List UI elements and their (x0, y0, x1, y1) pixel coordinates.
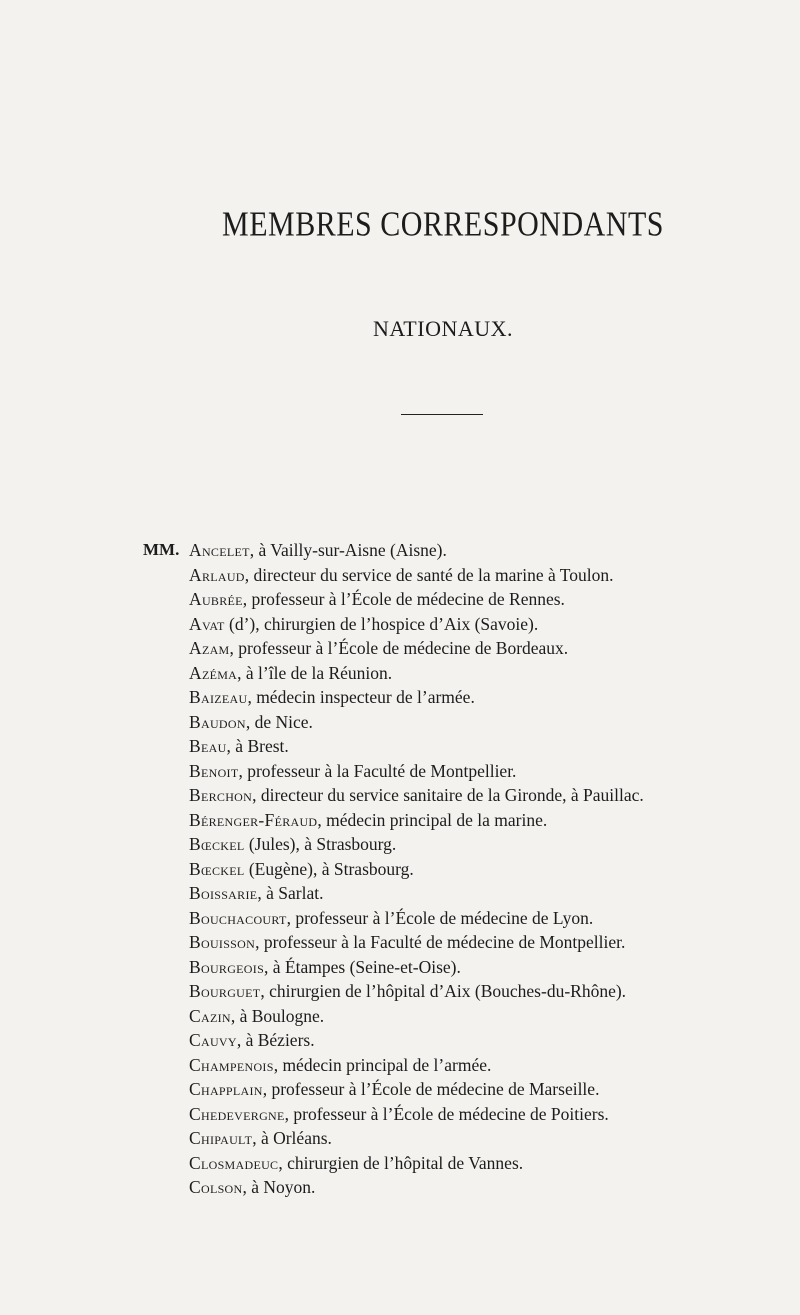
member-name: Bourgeois (189, 956, 265, 977)
list-item (0, 1028, 800, 1053)
member-description: , directeur du service sanitaire de la Gironde, à Pauillac. (252, 785, 644, 805)
member-name: Avat (189, 613, 225, 634)
member-description: , professeur à l’École de médecine de Poitiers. (284, 1103, 609, 1124)
list-item (0, 538, 800, 563)
member-description: , professeur à l’École de médecine de Bordeaux. (229, 638, 569, 658)
member-description: (Jules), à Strasbourg. (244, 834, 397, 854)
list-item (0, 1102, 800, 1127)
member-description: , à Orléans. (252, 1128, 332, 1148)
member-name: Bourguet (189, 981, 261, 1001)
member-name: Bouisson (189, 932, 256, 952)
member-description: , à Brest. (226, 736, 289, 756)
member-description: , à Sarlat. (257, 883, 324, 903)
list-item (0, 857, 800, 882)
list-item (0, 930, 800, 955)
member-description: , professeur à l’École de médecine de Lyon. (286, 907, 594, 928)
member-list (0, 538, 800, 1200)
member-description: , directeur du service de santé de la marine à Toulon. (244, 564, 614, 585)
member-description: , à Noyon. (242, 1177, 316, 1197)
list-item (0, 832, 800, 857)
list-item (0, 1053, 800, 1078)
list-item (0, 881, 800, 906)
member-description: , médecin inspecteur de l’armée. (247, 687, 475, 707)
member-description: , professeur à l’École de médecine de Marseille. (262, 1079, 600, 1099)
member-description: , à l’île de la Réunion. (237, 662, 393, 683)
list-item (0, 783, 800, 808)
member-name: Bérenger-Féraud (189, 809, 318, 830)
list-item (0, 734, 800, 759)
member-description: , à Boulogne. (230, 1005, 325, 1026)
list-item (0, 1175, 800, 1200)
member-name: Bœckel (189, 834, 245, 854)
member-name: Cazin (189, 1005, 231, 1026)
list-item (0, 710, 800, 735)
member-description: , à Étampes (Seine-et-Oise). (264, 956, 461, 977)
list-item (0, 587, 800, 612)
member-description: , à Vailly-sur-Aisne (Aisne). (249, 540, 447, 560)
member-description: , médecin principal de la marine. (317, 809, 548, 830)
member-name: Ancelet (189, 540, 250, 560)
member-name: Cauvy (189, 1030, 237, 1050)
member-name: Bouchacourt (189, 907, 287, 928)
member-name: Beau (189, 736, 227, 756)
member-description: , professeur à la Faculté de Montpellier. (238, 760, 517, 781)
list-item (0, 1126, 800, 1151)
list-item (0, 563, 800, 588)
member-name: Chedevergne (189, 1103, 285, 1124)
list-item (0, 759, 800, 784)
list-item (0, 1004, 800, 1029)
member-name: Bœckel (189, 858, 245, 879)
member-name: Champenois (189, 1054, 274, 1075)
member-description: , professeur à la Faculté de médecine de Montpellier. (255, 932, 626, 952)
member-description: , professeur à l’École de médecine de Rennes. (242, 589, 565, 609)
member-name: Aubrée (189, 589, 243, 609)
list-item (0, 661, 800, 686)
member-name: Chipault (189, 1128, 253, 1148)
list-item (0, 1151, 800, 1176)
member-name: Baizeau (189, 687, 248, 707)
list-item (0, 636, 800, 661)
member-name: Benoit (189, 760, 239, 781)
member-name: Azéma (189, 662, 238, 683)
list-item (0, 685, 800, 710)
member-name: Closmadeuc (189, 1152, 279, 1173)
page-subtitle: NATIONAUX. (372, 316, 514, 341)
member-name: Colson (189, 1177, 243, 1197)
member-name: Azam (189, 638, 230, 658)
divider-rule (401, 414, 483, 415)
list-item (0, 955, 800, 980)
member-name: Baudon (189, 711, 246, 732)
member-name: Arlaud (189, 564, 245, 585)
member-description: , de Nice. (245, 711, 313, 732)
list-item (0, 612, 800, 637)
member-name: Boissarie (189, 883, 258, 903)
member-description: , à Béziers. (236, 1030, 315, 1050)
page-title: MEMBRES CORRESPONDANTS (222, 205, 664, 244)
member-name: Berchon (189, 785, 253, 805)
list-item (0, 808, 800, 833)
member-description: (Eugène), à Strasbourg. (244, 858, 414, 879)
member-name: Chapplain (189, 1079, 263, 1099)
member-description: , chirurgien de l’hôpital d’Aix (Bouches-du-Rhône). (260, 981, 627, 1001)
list-item (0, 979, 800, 1004)
member-description: (d’), chirurgien de l’hospice d’Aix (Savoie). (224, 613, 539, 634)
list-prefix: MM. (143, 540, 180, 559)
list-item (0, 906, 800, 931)
member-description: , chirurgien de l’hôpital de Vannes. (278, 1152, 524, 1173)
list-item (0, 1077, 800, 1102)
member-description: , médecin principal de l’armée. (273, 1054, 492, 1075)
